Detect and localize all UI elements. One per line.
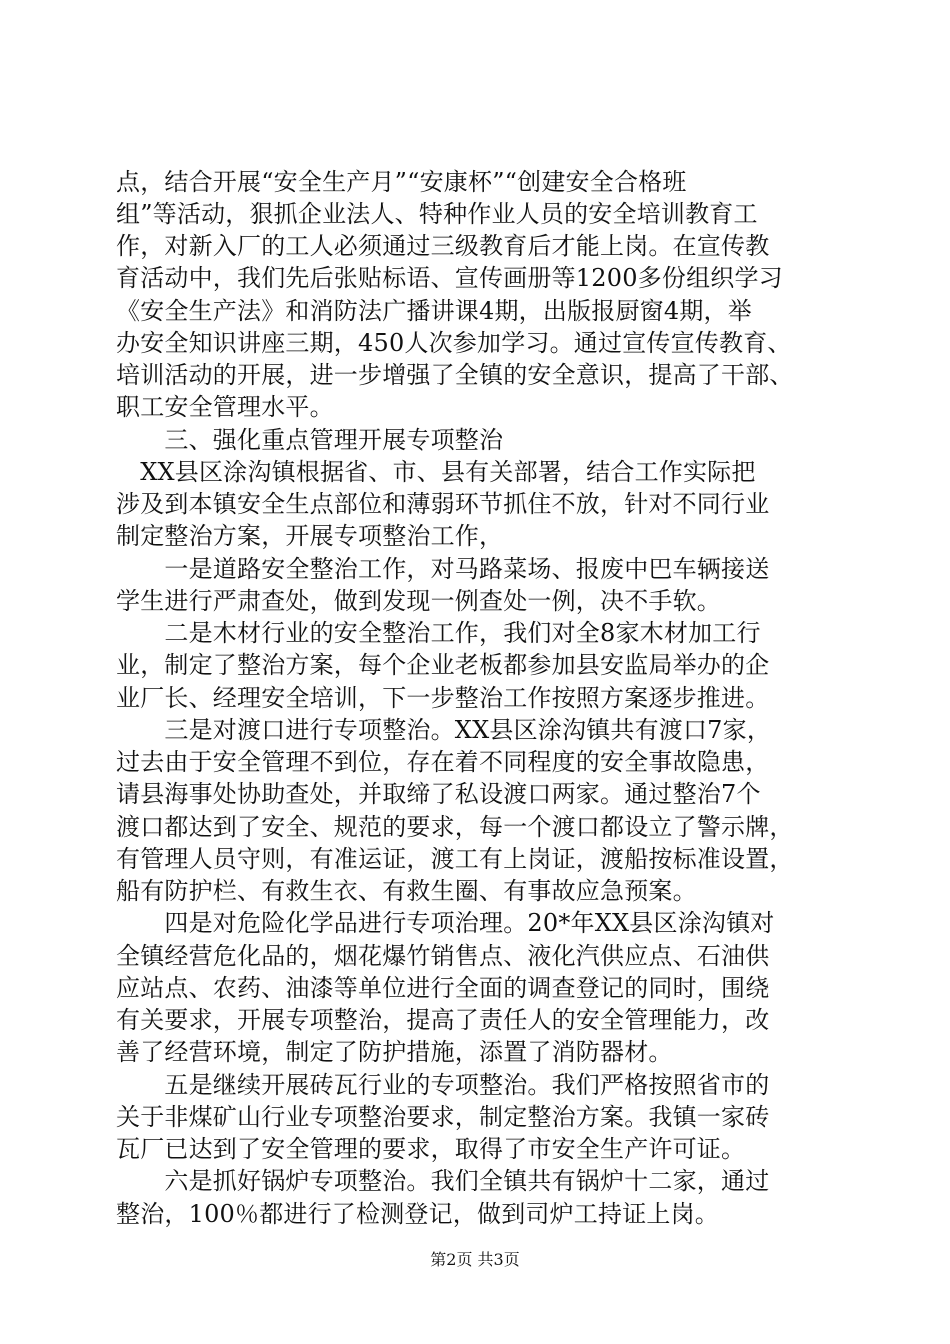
text-line: 应站点、农药、油漆等单位进行全面的调查登记的同时，围绕 xyxy=(116,974,770,1002)
text-line: 二是木材行业的安全整治工作，我们对全8家木材加工行 xyxy=(116,619,761,647)
text-line: 请县海事处协助查处，并取缔了私设渡口两家。通过整治7个 xyxy=(116,780,761,808)
text-line: 《安全生产法》和消防法广播讲课4期，出版报厨窗4期，举 xyxy=(116,297,752,325)
text-line: 业，制定了整治方案，每个企业老板都参加县安监局举办的企 xyxy=(116,651,770,679)
text-line: 有关要求，开展专项整治，提高了责任人的安全管理能力，改 xyxy=(116,1006,770,1034)
text-line: 三是对渡口进行专项整治。XX县区涂沟镇共有渡口7家， xyxy=(116,716,772,744)
text-line: 六是抓好锅炉专项整治。我们全镇共有锅炉十二家，通过 xyxy=(116,1167,770,1195)
text-line: 四是对危险化学品进行专项治理。20*年XX县区涂沟镇对 xyxy=(116,909,775,937)
text-line: 制定整治方案，开展专项整治工作， xyxy=(116,522,504,550)
text-line: 业厂长、经理安全培训，下一步整治工作按照方案逐步推进。 xyxy=(116,684,770,712)
text-line: 组”等活动，狠抓企业法人、特种作业人员的安全培训教育工 xyxy=(116,200,758,228)
section-heading: 三、强化重点管理开展专项整治 xyxy=(116,426,504,454)
text-line: 育活动中，我们先后张贴标语、宣传画册等1200多份组织学习 xyxy=(116,264,783,292)
text-line: 过去由于安全管理不到位，存在着不同程度的安全事故隐患， xyxy=(116,748,770,776)
text-line: 点，结合开展“安全生产月”“安康杯”“创建安全合格班 xyxy=(116,168,687,196)
text-line: 关于非煤矿山行业专项整治要求，制定整治方案。我镇一家砖 xyxy=(116,1103,770,1131)
text-line: 渡口都达到了安全、规范的要求，每一个渡口都设立了警示牌， xyxy=(116,813,794,841)
text-line: 五是继续开展砖瓦行业的专项整治。我们严格按照省市的 xyxy=(116,1071,770,1099)
text-line: 一是道路安全整治工作，对马路菜场、报废中巴车辆接送 xyxy=(116,555,770,583)
text-line: 培训活动的开展，进一步增强了全镇的安全意识，提高了干部、 xyxy=(116,361,794,389)
text-line: 整治，100％都进行了检测登记，做到司炉工持证上岗。 xyxy=(116,1200,720,1228)
text-line: 有管理人员守则，有准运证，渡工有上岗证，渡船按标准设置， xyxy=(116,845,794,873)
text-line: 船有防护栏、有救生衣、有救生圈、有事故应急预案。 xyxy=(116,877,697,905)
text-line: 瓦厂已达到了安全管理的要求，取得了市安全生产许可证。 xyxy=(116,1135,746,1163)
text-line: 涉及到本镇安全生点部位和薄弱环节抓住不放，针对不同行业 xyxy=(116,490,770,518)
text-line: 善了经营环境，制定了防护措施，添置了消防器材。 xyxy=(116,1038,673,1066)
text-line: XX县区涂沟镇根据省、市、县有关部署，结合工作实际把 xyxy=(116,458,756,486)
text-line: 办安全知识讲座三期，450人次参加学习。通过宣传宣传教育、 xyxy=(116,329,792,357)
text-line: 职工安全管理水平。 xyxy=(116,393,334,421)
text-line: 全镇经营危化品的，烟花爆竹销售点、液化汽供应点、石油供 xyxy=(116,942,770,970)
page-footer: 第2页 共3页 xyxy=(430,1250,520,1269)
text-line: 学生进行严肃查处，做到发现一例查处一例，决不手软。 xyxy=(116,587,721,615)
text-line: 作，对新入厂的工人必须通过三级教育后才能上岗。在宣传教 xyxy=(116,232,770,260)
